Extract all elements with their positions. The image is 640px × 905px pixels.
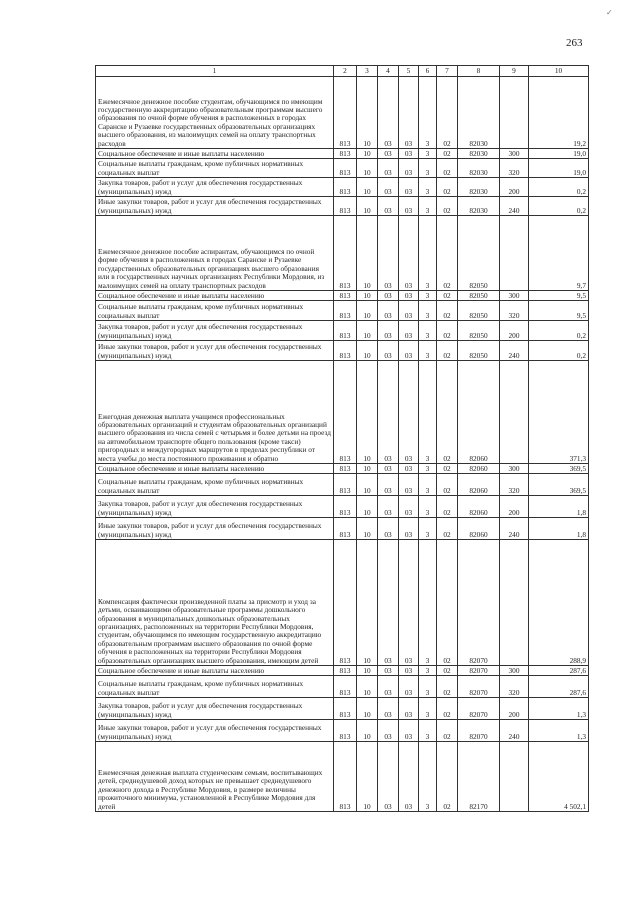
main-measure-code: 02 <box>437 77 458 149</box>
program-code: 03 <box>399 291 419 301</box>
subprogram-code: 3 <box>419 216 437 291</box>
expense-type-code: 320 <box>500 159 529 178</box>
direction-code: 82050 <box>458 291 500 301</box>
expense-type-code <box>500 216 529 291</box>
column-header-10: 10 <box>529 66 589 77</box>
program-code: 03 <box>399 676 419 698</box>
subsection-code: 03 <box>378 77 399 149</box>
program-code: 03 <box>399 77 419 149</box>
subsection-code: 03 <box>378 341 399 361</box>
amount: 9,5 <box>529 291 589 301</box>
column-header-4: 4 <box>378 66 399 77</box>
subsection-code: 03 <box>378 464 399 474</box>
corner-mark: ✓ <box>606 8 613 17</box>
admin-code: 813 <box>334 159 357 178</box>
expense-type-code: 240 <box>500 720 529 742</box>
subsection-code: 03 <box>378 742 399 812</box>
table-row <box>96 720 589 742</box>
amount: 288,9 <box>529 540 589 666</box>
table-row <box>96 742 589 812</box>
subsection-code: 03 <box>378 698 399 720</box>
direction-code: 82070 <box>458 676 500 698</box>
expense-type-code: 320 <box>500 676 529 698</box>
expense-type-code: 300 <box>500 666 529 676</box>
table-row <box>96 216 589 291</box>
subsection-code: 03 <box>378 666 399 676</box>
row-name: Ежегодная денежная выплата учащимся профессиональных образовательных организаций и студентам образовательных организаций высшего образования из числа семей с четырьмя и более детьми на проезд на автомобильном транспорте общего пользования (кроме такси) пригородных и междугородных маршрутов в пределах республики от места учебы до места постоянного проживания и обратно <box>96 361 334 464</box>
admin-code: 813 <box>334 178 357 197</box>
amount: 287,6 <box>529 666 589 676</box>
amount: 19,2 <box>529 77 589 149</box>
section-code: 10 <box>357 301 378 321</box>
subsection-code: 03 <box>378 720 399 742</box>
direction-code: 82060 <box>458 518 500 540</box>
main-measure-code: 02 <box>437 464 458 474</box>
column-header-7: 7 <box>437 66 458 77</box>
program-code: 03 <box>399 361 419 464</box>
amount: 19,0 <box>529 159 589 178</box>
admin-code: 813 <box>334 361 357 464</box>
direction-code: 82170 <box>458 742 500 812</box>
table-row <box>96 159 589 178</box>
column-header-2: 2 <box>334 66 357 77</box>
direction-code: 82060 <box>458 464 500 474</box>
direction-code: 82050 <box>458 216 500 291</box>
section-code: 10 <box>357 178 378 197</box>
row-name: Ежемесячное денежное пособие аспирантам, обучающимся по очной форме обучения в расположенных в городах Саранске и Рузаевке государственных образовательных организациях высшего образования или в государственных научных организациях Республики Мордовия, из малоимущих семей на оплату транспортных расходов <box>96 216 334 291</box>
admin-code: 813 <box>334 518 357 540</box>
expense-type-code <box>500 361 529 464</box>
table-row <box>96 496 589 518</box>
row-name: Социальное обеспечение и иные выплаты населению <box>96 291 334 301</box>
table-row <box>96 361 589 464</box>
program-code: 03 <box>399 216 419 291</box>
admin-code: 813 <box>334 77 357 149</box>
column-header-3: 3 <box>357 66 378 77</box>
row-name: Компенсация фактически произведенной платы за присмотр и уход за детьми, осваивающими образовательные программы дошкольного образования в муниципальных дошкольных образовательных организациях, расположенных на территории Республики Мордовия, студентам, обучающимся по имеющим государственную аккредитацию образовательным программам высшего образования по очной форме обучения в расположенных на территории Республики Мордовия образовательных организациях высшего образования, имеющим детей <box>96 540 334 666</box>
section-code: 10 <box>357 518 378 540</box>
direction-code: 82030 <box>458 77 500 149</box>
row-name: Иные закупки товаров, работ и услуг для обеспечения государственных (муниципальных) нужд <box>96 518 334 540</box>
section-code: 10 <box>357 291 378 301</box>
main-measure-code: 02 <box>437 698 458 720</box>
column-header-5: 5 <box>399 66 419 77</box>
row-name: Социальное обеспечение и иные выплаты населению <box>96 464 334 474</box>
subsection-code: 03 <box>378 291 399 301</box>
subprogram-code: 3 <box>419 676 437 698</box>
main-measure-code: 02 <box>437 518 458 540</box>
row-name: Ежемесячная денежная выплата студенческим семьям, воспитывающих детей, среднедушевой доход которых не превышает среднедушевого денежного дохода в Республике Мордовия, в размере величины прожиточного минимума, установленной в Республике Мордовия для детей <box>96 742 334 812</box>
subsection-code: 03 <box>378 474 399 496</box>
column-header-1: 1 <box>96 66 334 77</box>
admin-code: 813 <box>334 341 357 361</box>
program-code: 03 <box>399 341 419 361</box>
amount: 369,5 <box>529 474 589 496</box>
program-code: 03 <box>399 720 419 742</box>
row-name: Закупка товаров, работ и услуг для обеспечения государственных (муниципальных) нужд <box>96 178 334 197</box>
direction-code: 82070 <box>458 720 500 742</box>
amount: 287,6 <box>529 676 589 698</box>
direction-code: 82050 <box>458 301 500 321</box>
admin-code: 813 <box>334 666 357 676</box>
main-measure-code: 02 <box>437 361 458 464</box>
row-name: Иные закупки товаров, работ и услуг для обеспечения государственных (муниципальных) нужд <box>96 341 334 361</box>
program-code: 03 <box>399 518 419 540</box>
main-measure-code: 02 <box>437 341 458 361</box>
program-code: 03 <box>399 149 419 159</box>
section-code: 10 <box>357 464 378 474</box>
section-code: 10 <box>357 666 378 676</box>
admin-code: 813 <box>334 216 357 291</box>
main-measure-code: 02 <box>437 321 458 341</box>
table-row <box>96 676 589 698</box>
admin-code: 813 <box>334 301 357 321</box>
subsection-code: 03 <box>378 676 399 698</box>
column-header-9: 9 <box>500 66 529 77</box>
table-row <box>96 666 589 676</box>
admin-code: 813 <box>334 496 357 518</box>
expense-type-code: 320 <box>500 301 529 321</box>
main-measure-code: 02 <box>437 742 458 812</box>
section-code: 10 <box>357 341 378 361</box>
expense-type-code: 240 <box>500 518 529 540</box>
table-row <box>96 518 589 540</box>
table-row <box>96 77 589 149</box>
row-name: Иные закупки товаров, работ и услуг для обеспечения государственных (муниципальных) нужд <box>96 197 334 216</box>
subprogram-code: 3 <box>419 321 437 341</box>
amount: 9,7 <box>529 216 589 291</box>
table-row <box>96 301 589 321</box>
amount: 0,2 <box>529 178 589 197</box>
subsection-code: 03 <box>378 518 399 540</box>
section-code: 10 <box>357 698 378 720</box>
admin-code: 813 <box>334 698 357 720</box>
table-row <box>96 321 589 341</box>
section-code: 10 <box>357 77 378 149</box>
main-measure-code: 02 <box>437 301 458 321</box>
admin-code: 813 <box>334 464 357 474</box>
admin-code: 813 <box>334 291 357 301</box>
amount: 4 502,1 <box>529 742 589 812</box>
main-measure-code: 02 <box>437 496 458 518</box>
row-name: Закупка товаров, работ и услуг для обеспечения государственных (муниципальных) нужд <box>96 698 334 720</box>
subprogram-code: 3 <box>419 159 437 178</box>
section-code: 10 <box>357 216 378 291</box>
table-row <box>96 464 589 474</box>
expense-type-code: 200 <box>500 321 529 341</box>
subprogram-code: 3 <box>419 666 437 676</box>
direction-code: 82070 <box>458 666 500 676</box>
main-measure-code: 02 <box>437 720 458 742</box>
expense-type-code: 300 <box>500 464 529 474</box>
direction-code: 82050 <box>458 341 500 361</box>
table-row <box>96 474 589 496</box>
main-measure-code: 02 <box>437 178 458 197</box>
subprogram-code: 3 <box>419 698 437 720</box>
amount: 1,3 <box>529 698 589 720</box>
direction-code: 82070 <box>458 540 500 666</box>
expense-type-code: 200 <box>500 496 529 518</box>
amount: 0,2 <box>529 197 589 216</box>
budget-table <box>95 65 589 812</box>
amount: 369,5 <box>529 464 589 474</box>
subprogram-code: 3 <box>419 291 437 301</box>
main-measure-code: 02 <box>437 149 458 159</box>
subprogram-code: 3 <box>419 496 437 518</box>
admin-code: 813 <box>334 321 357 341</box>
program-code: 03 <box>399 496 419 518</box>
row-name: Социальные выплаты гражданам, кроме публичных нормативных социальных выплат <box>96 474 334 496</box>
main-measure-code: 02 <box>437 474 458 496</box>
amount: 1,8 <box>529 518 589 540</box>
admin-code: 813 <box>334 742 357 812</box>
section-code: 10 <box>357 361 378 464</box>
table-body <box>96 77 589 812</box>
main-measure-code: 02 <box>437 666 458 676</box>
subprogram-code: 3 <box>419 720 437 742</box>
row-name: Закупка товаров, работ и услуг для обеспечения государственных (муниципальных) нужд <box>96 321 334 341</box>
section-code: 10 <box>357 720 378 742</box>
direction-code: 82060 <box>458 496 500 518</box>
program-code: 03 <box>399 540 419 666</box>
section-code: 10 <box>357 474 378 496</box>
row-name: Социальные выплаты гражданам, кроме публичных нормативных социальных выплат <box>96 676 334 698</box>
program-code: 03 <box>399 742 419 812</box>
section-code: 10 <box>357 197 378 216</box>
expense-type-code: 200 <box>500 178 529 197</box>
subprogram-code: 3 <box>419 361 437 464</box>
table-row <box>96 698 589 720</box>
table-row <box>96 291 589 301</box>
subsection-code: 03 <box>378 540 399 666</box>
program-code: 03 <box>399 666 419 676</box>
subsection-code: 03 <box>378 496 399 518</box>
row-name: Социальные выплаты гражданам, кроме публичных нормативных социальных выплат <box>96 301 334 321</box>
admin-code: 813 <box>334 540 357 666</box>
subsection-code: 03 <box>378 178 399 197</box>
page-number: 263 <box>566 37 583 49</box>
amount: 0,2 <box>529 321 589 341</box>
main-measure-code: 02 <box>437 197 458 216</box>
program-code: 03 <box>399 301 419 321</box>
direction-code: 82030 <box>458 149 500 159</box>
subsection-code: 03 <box>378 159 399 178</box>
subprogram-code: 3 <box>419 178 437 197</box>
section-code: 10 <box>357 540 378 666</box>
direction-code: 82050 <box>458 321 500 341</box>
program-code: 03 <box>399 321 419 341</box>
subprogram-code: 3 <box>419 518 437 540</box>
amount: 9,5 <box>529 301 589 321</box>
subsection-code: 03 <box>378 361 399 464</box>
subprogram-code: 3 <box>419 464 437 474</box>
program-code: 03 <box>399 464 419 474</box>
direction-code: 82030 <box>458 197 500 216</box>
section-code: 10 <box>357 159 378 178</box>
subprogram-code: 3 <box>419 77 437 149</box>
column-header-6: 6 <box>419 66 437 77</box>
direction-code: 82030 <box>458 159 500 178</box>
row-name: Закупка товаров, работ и услуг для обеспечения государственных (муниципальных) нужд <box>96 496 334 518</box>
expense-type-code: 240 <box>500 341 529 361</box>
expense-type-code: 200 <box>500 698 529 720</box>
direction-code: 82070 <box>458 698 500 720</box>
expense-type-code <box>500 77 529 149</box>
expense-type-code: 320 <box>500 474 529 496</box>
subsection-code: 03 <box>378 301 399 321</box>
subprogram-code: 3 <box>419 474 437 496</box>
subsection-code: 03 <box>378 216 399 291</box>
direction-code: 82060 <box>458 474 500 496</box>
subprogram-code: 3 <box>419 341 437 361</box>
table-row <box>96 149 589 159</box>
row-name: Иные закупки товаров, работ и услуг для обеспечения государственных (муниципальных) нужд <box>96 720 334 742</box>
amount: 1,3 <box>529 720 589 742</box>
amount: 1,8 <box>529 496 589 518</box>
amount: 0,2 <box>529 341 589 361</box>
main-measure-code: 02 <box>437 676 458 698</box>
program-code: 03 <box>399 474 419 496</box>
program-code: 03 <box>399 178 419 197</box>
subsection-code: 03 <box>378 197 399 216</box>
main-measure-code: 02 <box>437 216 458 291</box>
subprogram-code: 3 <box>419 301 437 321</box>
section-code: 10 <box>357 149 378 159</box>
table-row <box>96 197 589 216</box>
expense-type-code: 300 <box>500 291 529 301</box>
amount: 371,3 <box>529 361 589 464</box>
table-row <box>96 540 589 666</box>
main-measure-code: 02 <box>437 291 458 301</box>
subprogram-code: 3 <box>419 149 437 159</box>
program-code: 03 <box>399 698 419 720</box>
program-code: 03 <box>399 159 419 178</box>
admin-code: 813 <box>334 676 357 698</box>
expense-type-code: 240 <box>500 197 529 216</box>
admin-code: 813 <box>334 720 357 742</box>
amount: 19,0 <box>529 149 589 159</box>
main-measure-code: 02 <box>437 159 458 178</box>
table-row <box>96 178 589 197</box>
header-row <box>96 66 589 77</box>
subprogram-code: 3 <box>419 540 437 666</box>
direction-code: 82030 <box>458 178 500 197</box>
section-code: 10 <box>357 676 378 698</box>
direction-code: 82060 <box>458 361 500 464</box>
subprogram-code: 3 <box>419 742 437 812</box>
subsection-code: 03 <box>378 149 399 159</box>
expense-type-code: 300 <box>500 149 529 159</box>
row-name: Социальное обеспечение и иные выплаты населению <box>96 666 334 676</box>
main-measure-code: 02 <box>437 540 458 666</box>
row-name: Социальные выплаты гражданам, кроме публичных нормативных социальных выплат <box>96 159 334 178</box>
table-row <box>96 341 589 361</box>
column-header-8: 8 <box>458 66 500 77</box>
expense-type-code <box>500 540 529 666</box>
admin-code: 813 <box>334 149 357 159</box>
section-code: 10 <box>357 321 378 341</box>
expense-type-code <box>500 742 529 812</box>
program-code: 03 <box>399 197 419 216</box>
section-code: 10 <box>357 742 378 812</box>
row-name: Социальное обеспечение и иные выплаты населению <box>96 149 334 159</box>
admin-code: 813 <box>334 197 357 216</box>
admin-code: 813 <box>334 474 357 496</box>
section-code: 10 <box>357 496 378 518</box>
subprogram-code: 3 <box>419 197 437 216</box>
row-name: Ежемесячное денежное пособие студентам, обучающимся по имеющим государственную аккредитацию образовательным программам высшего образования по очной форме обучения в расположенных в городах Саранске и Рузаевке государственных образовательных организациях высшего образования, из малоимущих семей на оплату транспортных расходов <box>96 77 334 149</box>
subsection-code: 03 <box>378 321 399 341</box>
